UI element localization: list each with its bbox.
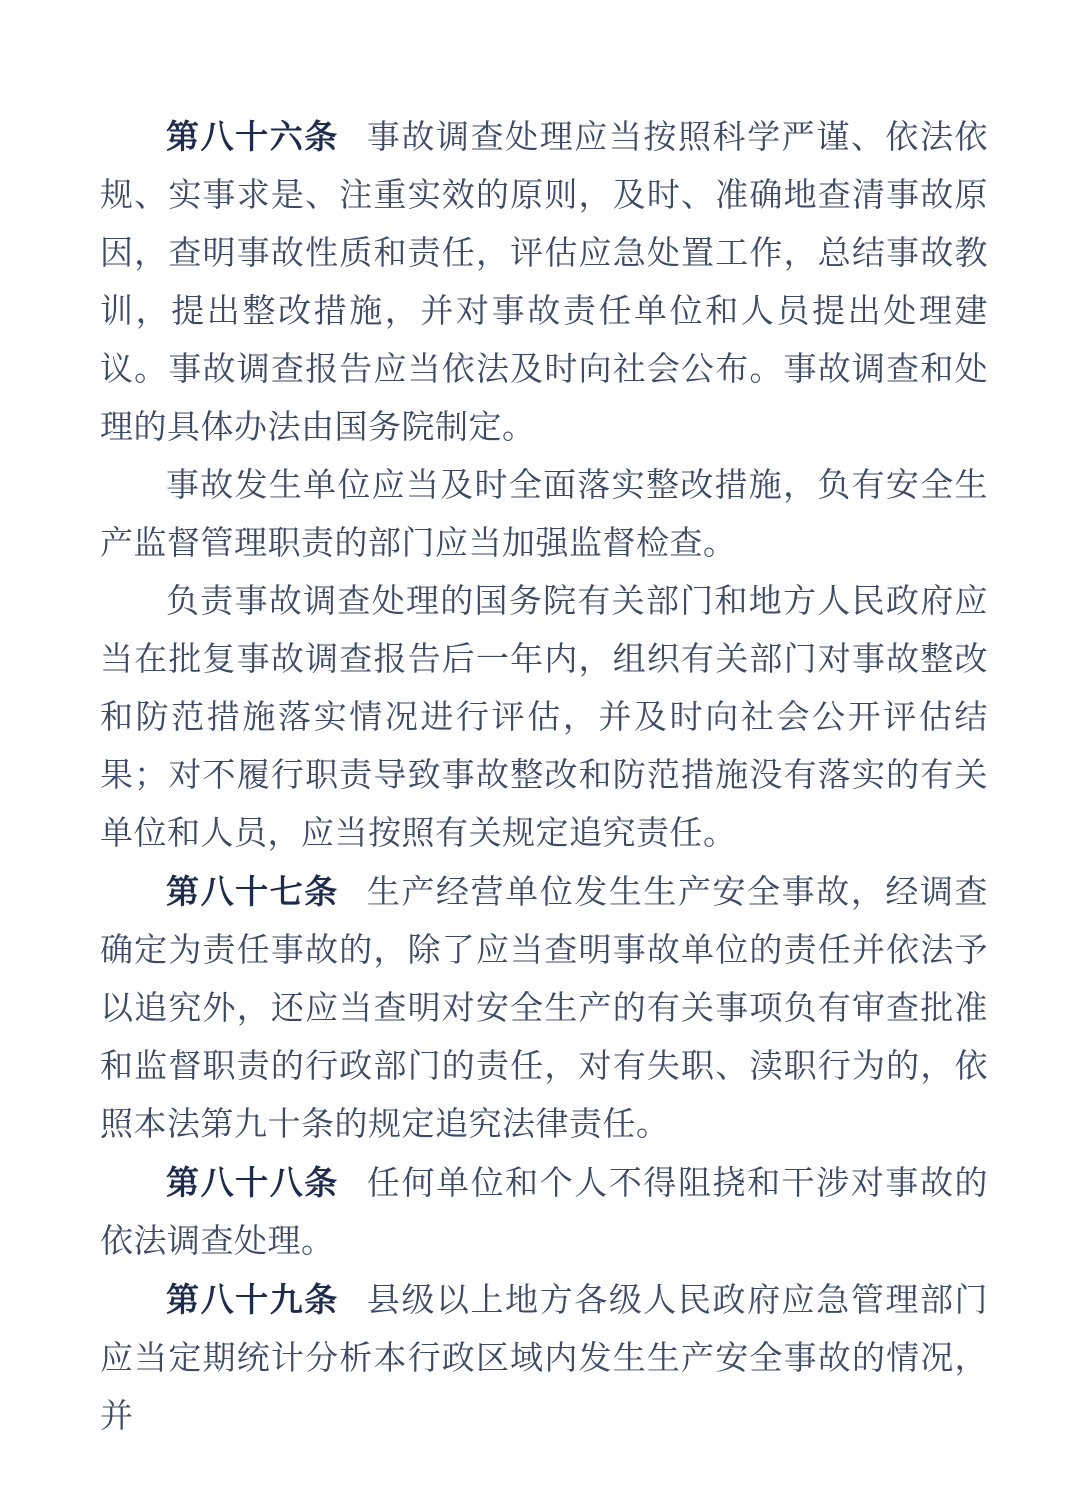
article-number: 第八十八条 [166,1164,339,1201]
article-number: 第八十九条 [166,1281,339,1318]
article-text: 事故发生单位应当及时全面落实整改措施，负有安全生产监督管理职责的部门应当加强监督检查。 [100,468,988,562]
article-text: 任何单位和个人不得阻挠和干涉对事故的依法调查处理。 [100,1166,989,1260]
article-text: 县级以上地方各级人民政府应急管理部门应当定期统计分析本行政区域内发生生产安全事故的情况，并 [100,1283,989,1435]
law-paragraph [100,573,988,863]
article-text: 事故调查处理应当按照科学严谨、依法依规、实事求是、注重实效的原则，及时、准确地查清事故原因，查明事故性质和责任，评估应急处置工作，总结事故教训，提出整改措施，并对事故责任单位和人员提出处理建议。事故调查报告应当依法及时向社会公布。事故调查和处理的具体办法由国务院制定。 [100,120,989,446]
law-paragraph [100,457,988,573]
law-paragraph [100,108,988,457]
law-paragraph [100,863,988,1154]
law-paragraph [100,1154,988,1271]
article-number: 第八十六条 [166,118,339,155]
article-text: 负责事故调查处理的国务院有关部门和地方人民政府应当在批复事故调查报告后一年内，组织有关部门对事故整改和防范措施落实情况进行评估，并及时向社会公开评估结果；对不履行职责导致事故整改和防范措施没有落实的有关单位和人员，应当按照有关规定追究责任。 [100,584,988,852]
article-number: 第八十七条 [166,873,339,910]
article-text: 生产经营单位发生生产安全事故，经调查确定为责任事故的，除了应当查明事故单位的责任并依法予以追究外，还应当查明对安全生产的有关事项负有审查批准和监督职责的行政部门的责任，对有失职、渎职行为的，依照本法第九十条的规定追究法律责任。 [100,875,989,1143]
law-paragraph [100,1271,988,1446]
